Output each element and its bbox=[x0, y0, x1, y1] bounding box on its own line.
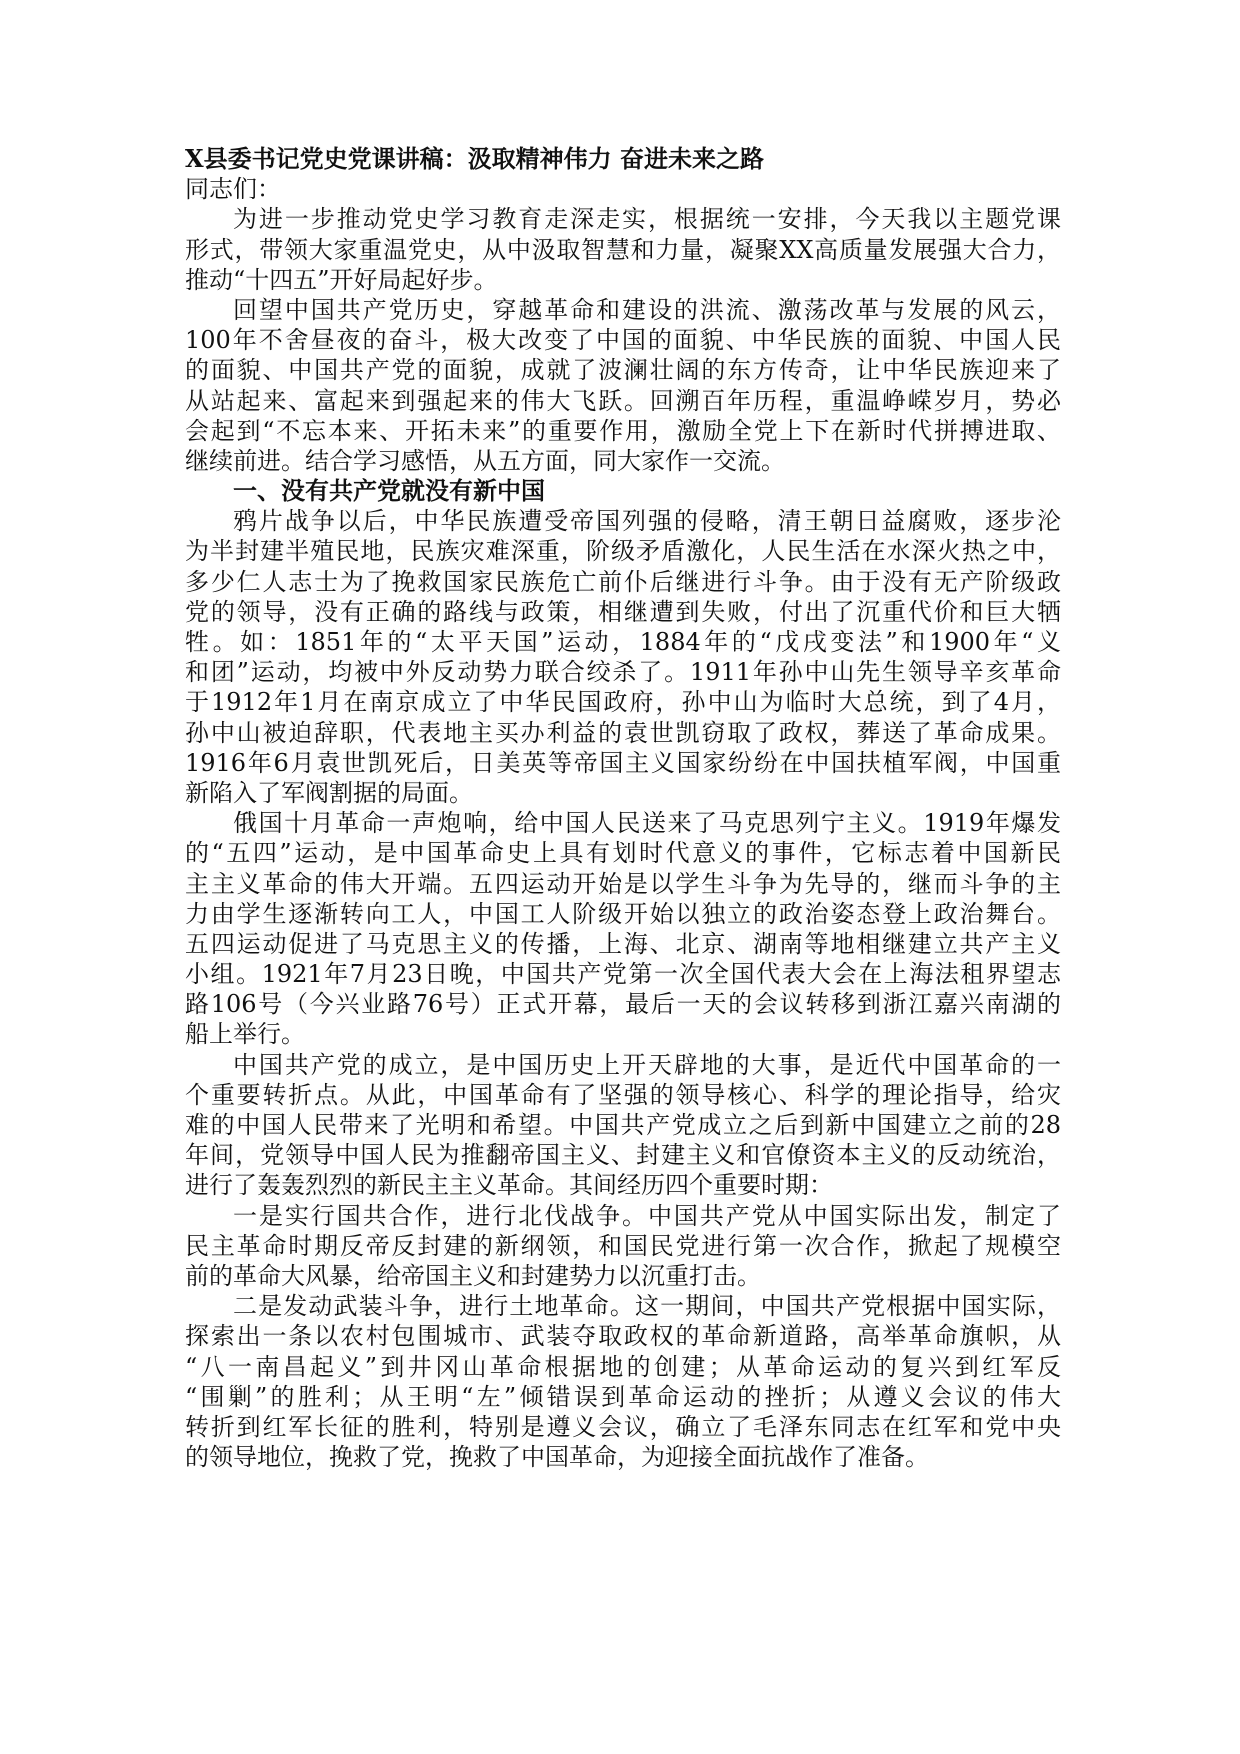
text-line: 的面貌、中国共产党的面貌，成就了波澜壮阔的东方传奇，让中华民族迎来了 bbox=[185, 356, 1061, 385]
text-line: 多少仁人志士为了挽救国家民族危亡前仆后继进行斗争。由于没有无产阶级政 bbox=[185, 567, 1061, 596]
text-line: 一、没有共产党就没有新中国 bbox=[233, 476, 545, 506]
salutation: 同志们： bbox=[185, 175, 281, 204]
text-line: 民主革命时期反帝反封建的新纲领，和国民党进行第一次合作，掀起了规模空 bbox=[185, 1231, 1061, 1260]
paragraph bbox=[185, 808, 1061, 1050]
text-line: 党的领导，没有正确的路线与政策，相继遭到失败，付出了沉重代价和巨大牺 bbox=[185, 597, 1061, 626]
text-line: 前的革命大风暴，给帝国主义和封建势力以沉重打击。 bbox=[185, 1261, 761, 1290]
paragraph bbox=[185, 1050, 1061, 1201]
paragraph bbox=[185, 1291, 1061, 1472]
text-line: 探索出一条以农村包围城市、武装夺取政权的革命新道路，高举革命旗帜，从 bbox=[185, 1322, 1061, 1351]
text-line: 回望中国共产党历史，穿越革命和建设的洪流、激荡改革与发展的风云， bbox=[233, 295, 1061, 324]
text-line: 于1912年1月在南京成立了中华民国政府，孙中山为临时大总统，到了4月， bbox=[185, 688, 1061, 717]
text-line: 一是实行国共合作，进行北伐战争。中国共产党从中国实际出发，制定了 bbox=[233, 1201, 1061, 1230]
document-page bbox=[185, 144, 1061, 1472]
text-line: 小组。1921年7月23日晚，中国共产党第一次全国代表大会在上海法租界望志 bbox=[185, 960, 1061, 989]
text-line: 从站起来、富起来到强起来的伟大飞跃。回溯百年历程，重温峥嵘岁月，势必 bbox=[185, 386, 1061, 415]
text-line: 五四运动促进了马克思主义的传播，上海、北京、湖南等地相继建立共产主义 bbox=[185, 929, 1061, 958]
document-body bbox=[185, 204, 1061, 1472]
text-line: 1916年6月袁世凯死后，日美英等帝国主义国家纷纷在中国扶植军阀，中国重 bbox=[185, 748, 1061, 777]
text-line: 转折到红军长征的胜利，特别是遵义会议，确立了毛泽东同志在红军和党中央 bbox=[185, 1412, 1061, 1441]
text-line: 中国共产党的成立，是中国历史上开天辟地的大事，是近代中国革命的一 bbox=[233, 1050, 1061, 1079]
text-line: 为半封建半殖民地，民族灾难深重，阶级矛盾激化，人民生活在水深火热之中， bbox=[185, 537, 1061, 566]
paragraph bbox=[185, 204, 1061, 295]
text-line: 孙中山被迫辞职，代表地主买办利益的袁世凯窃取了政权，葬送了革命成果。 bbox=[185, 718, 1061, 747]
text-line: 新陷入了军阀割据的局面。 bbox=[185, 778, 473, 807]
text-line: “围剿”的胜利；从王明“左”倾错误到革命运动的挫折；从遵义会议的伟大 bbox=[185, 1382, 1061, 1411]
text-line: 力由学生逐渐转向工人，中国工人阶级开始以独立的政治姿态登上政治舞台。 bbox=[185, 899, 1061, 928]
text-line: 推动“十四五”开好局起好步。 bbox=[185, 265, 498, 294]
text-line: 船上举行。 bbox=[185, 1020, 305, 1049]
text-line: “八一南昌起义”到井冈山革命根据地的创建；从革命运动的复兴到红军反 bbox=[185, 1352, 1061, 1381]
text-line: 为进一步推动党史学习教育走深走实，根据统一安排，今天我以主题党课 bbox=[233, 205, 1061, 234]
paragraph bbox=[185, 1201, 1061, 1292]
text-line: 会起到“不忘本来、开拓未来”的重要作用，激励全党上下在新时代拼搏进取、 bbox=[185, 416, 1061, 445]
text-line: 100年不舍昼夜的奋斗，极大改变了中国的面貌、中华民族的面貌、中国人民 bbox=[185, 326, 1061, 355]
text-line: 二是发动武装斗争，进行土地革命。这一期间，中国共产党根据中国实际， bbox=[233, 1292, 1061, 1321]
section-heading bbox=[185, 476, 1061, 506]
paragraph bbox=[185, 295, 1061, 476]
text-line: 进行了轰轰烈烈的新民主主义革命。其间经历四个重要时期： bbox=[185, 1171, 833, 1200]
text-line: 难的中国人民带来了光明和希望。中国共产党成立之后到新中国建立之前的28 bbox=[185, 1111, 1061, 1139]
paragraph bbox=[185, 506, 1061, 808]
text-line: 主主义革命的伟大开端。五四运动开始是以学生斗争为先导的，继而斗争的主 bbox=[185, 869, 1061, 898]
text-line: 的领导地位，挽救了党，挽救了中国革命，为迎接全面抗战作了准备。 bbox=[185, 1443, 929, 1472]
text-line: 的“五四”运动，是中国革命史上具有划时代意义的事件，它标志着中国新民 bbox=[185, 839, 1061, 868]
text-line: 牲。如：1851年的“太平天国”运动，1884年的“戊戌变法”和1900年“义 bbox=[185, 628, 1061, 656]
text-line: 俄国十月革命一声炮响，给中国人民送来了马克思列宁主义。1919年爆发 bbox=[233, 809, 1061, 838]
text-line: 路106号（今兴业路76号）正式开幕，最后一天的会议转移到浙江嘉兴南湖的 bbox=[185, 990, 1061, 1019]
text-line: 和团”运动，均被中外反动势力联合绞杀了。1911年孙中山先生领导辛亥革命 bbox=[185, 658, 1061, 687]
text-line: 个重要转折点。从此，中国革命有了坚强的领导核心、科学的理论指导，给灾 bbox=[185, 1080, 1061, 1109]
text-line: 形式，带领大家重温党史，从中汲取智慧和力量，凝聚XX高质量发展强大合力， bbox=[185, 235, 1061, 264]
text-line: 鸦片战争以后，中华民族遭受帝国列强的侵略，清王朝日益腐败，逐步沦 bbox=[233, 507, 1061, 536]
document-title: X县委书记党史党课讲稿：汲取精神伟力 奋进未来之路 bbox=[185, 144, 764, 173]
text-line: 继续前进。结合学习感悟，从五方面，同大家作一交流。 bbox=[185, 446, 785, 475]
text-line: 年间，党领导中国人民为推翻帝国主义、封建主义和官僚资本主义的反动统治， bbox=[185, 1141, 1061, 1170]
